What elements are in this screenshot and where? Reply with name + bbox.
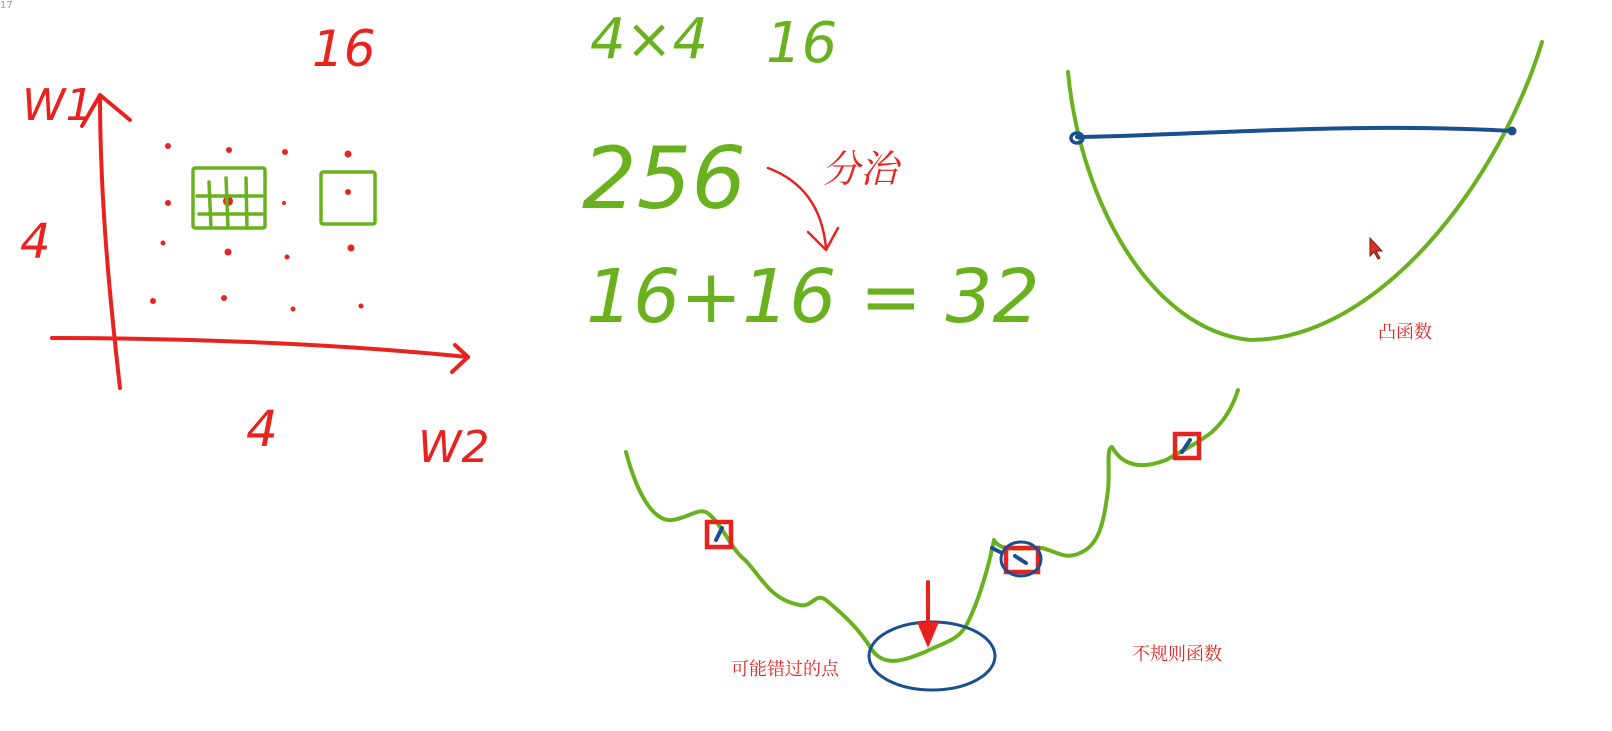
- convex-panel: [1068, 42, 1542, 340]
- w2-label: W2: [418, 422, 490, 473]
- missed-minimum-arrowhead: [917, 622, 939, 648]
- grid-dot: [226, 147, 232, 153]
- grid-dot: [165, 143, 171, 149]
- grid-dot: [348, 245, 355, 252]
- irregular-caption: 不规则函数: [1132, 644, 1222, 665]
- w1-label: W1: [22, 80, 94, 131]
- w1-axis: [100, 95, 120, 388]
- count-16-red: 16: [312, 20, 376, 78]
- missed-point-caption: 可能错过的点: [731, 659, 839, 680]
- math-notes: [582, 7, 1040, 340]
- w2-arrowhead: [452, 345, 468, 372]
- grid-dot: [225, 249, 232, 256]
- grid-dot: [165, 200, 171, 206]
- chord-endpoint-right: [1508, 127, 1517, 136]
- irregular-curve: [626, 390, 1238, 661]
- grid-dot: [221, 295, 227, 301]
- grid-dot: [285, 255, 290, 260]
- refine-box-small: [321, 172, 375, 224]
- grid-dot: [282, 201, 286, 205]
- convex-caption: 凸函数: [1378, 322, 1432, 343]
- grid-search-panel: [20, 20, 490, 473]
- math-4x4: 4×4: [590, 7, 709, 72]
- sample-marker-dot: [716, 528, 722, 540]
- grid-dot: [345, 151, 352, 158]
- divide-note: 分治: [822, 147, 899, 191]
- grid-dot: [291, 307, 296, 312]
- mouse-cursor-icon: [1370, 238, 1382, 259]
- math-256: 256: [582, 129, 747, 229]
- grid-dot: [359, 304, 364, 309]
- grid-dot: [150, 298, 156, 304]
- grid-dot: [345, 189, 351, 195]
- grid-dot: [282, 149, 288, 155]
- math-sum: 16+16 = 32: [586, 254, 1040, 340]
- bottom-count: 4: [246, 400, 278, 458]
- convex-chord: [1077, 128, 1512, 137]
- side-count: 4: [20, 214, 51, 270]
- divide-arrow: [768, 168, 826, 248]
- grid-dot: [161, 241, 166, 246]
- corner-mark: 17: [0, 0, 13, 11]
- math-16: 16: [766, 11, 838, 76]
- convex-curve: [1068, 42, 1542, 340]
